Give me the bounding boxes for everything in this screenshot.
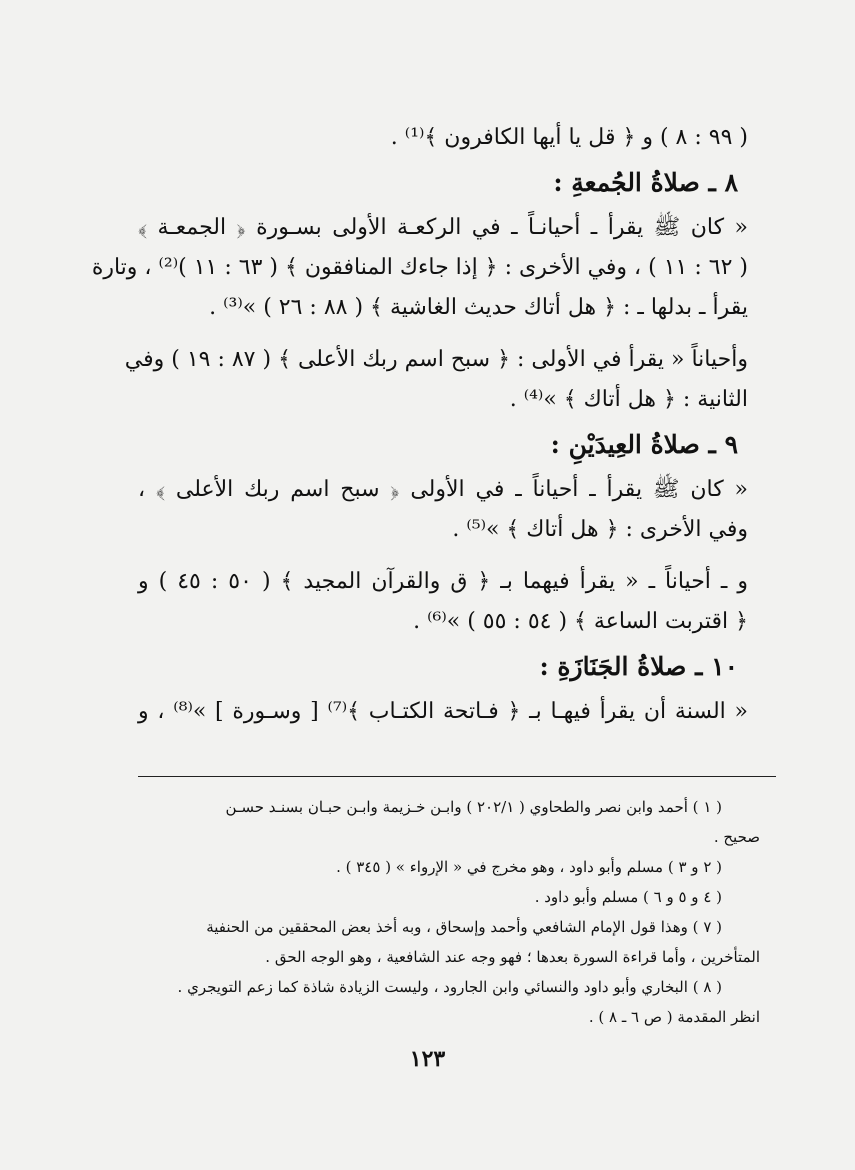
text-line: وفي الأخرى : ﴿ هل أتاك ﴾ »⁽⁵⁾ .	[452, 517, 748, 542]
footnote-line: ( ٨ ) البخاري وأبو داود والنسائي وابن الجارود ، وليست الزيادة شاذة كما زعم التويجري .	[177, 978, 722, 996]
footnotes	[138, 792, 760, 1032]
text-line: ( ٩٩ : ٨ ) و ﴿ قل يا أيها الكافرون ﴾⁽¹⁾ .	[390, 125, 748, 150]
text-line: « كان ﷺ يقرأ ـ أحيانـاً ـ في الركعـة الأولى بسـورة ﴿ الجمعـة ﴾	[138, 215, 748, 240]
text-line: و ـ أحياناً ـ « يقرأ فيهما بـ ﴿ ق والقرآن المجيد ﴾ ( ٥٠ : ٤٥ ) و	[138, 569, 748, 594]
footnote-line: انظر المقدمة ( ص ٦ ـ ٨ ) .	[588, 1008, 760, 1026]
footnote-line: ( ١ ) أحمد وابن نصر والطحاوي ( ٢٠٢/١ ) وابـن خـزيمة وابـن حبـان بسنـد حسـن	[225, 798, 722, 816]
text-line: يقرأ ـ بدلها ـ : ﴿ هل أتاك حديث الغاشية ﴾ ( ٨٨ : ٢٦ ) »⁽³⁾ .	[209, 295, 748, 320]
main-text	[91, 118, 748, 732]
page-number: ١٢٣	[409, 1046, 446, 1072]
footnote-divider	[138, 776, 776, 777]
text-line: « السنة أن يقرأ فيهـا بـ ﴿ فـاتحة الكتـاب ﴾⁽⁷⁾ [ وسـورة ] »⁽⁸⁾ ، و	[138, 699, 748, 724]
text-line: ﴿ اقتربت الساعة ﴾ ( ٥٤ : ٥٥ ) »⁽⁶⁾ .	[413, 609, 748, 634]
footnote-line: ( ٧ ) وهذا قول الإمام الشافعي وأحمد وإسحاق ، وبه أخذ بعض المحققين من الحنفية	[206, 918, 722, 936]
footnote-line: صحيح .	[713, 828, 760, 846]
footnote-line: المتأخرين ، وأما قراءة السورة بعدها ؛ فهو وجه عند الشافعية ، وهو الوجه الحق .	[265, 948, 760, 966]
text-line: ( ٦٢ : ١١ ) ، وفي الأخرى : ﴿ إذا جاءك المنافقون ﴾ ( ٦٣ : ١١ )⁽²⁾ ، وتارة	[91, 255, 748, 280]
section-heading-funeral: ١٠ ـ صلاةُ الجَنَازَةِ :	[539, 652, 738, 681]
section-heading-friday: ٨ ـ صلاةُ الجُمعةِ :	[553, 168, 738, 197]
section-heading-eid: ٩ ـ صلاةُ العِيدَيْنِ :	[550, 430, 738, 459]
text-line: وأحياناً « يقرأ في الأولى : ﴿ سبح اسم ربك الأعلى ﴾ ( ٨٧ : ١٩ ) وفي	[124, 347, 748, 372]
text-line: الثانية : ﴿ هل أتاك ﴾ »⁽⁴⁾ .	[509, 387, 748, 412]
footnote-line: ( ٢ و ٣ ) مسلم وأبو داود ، وهو مخرج في « الإرواء » ( ٣٤٥ ) .	[336, 858, 722, 876]
footnote-line: ( ٤ و ٥ و ٦ ) مسلم وأبو داود .	[534, 888, 722, 906]
text-line: « كان ﷺ يقرأ ـ أحياناً ـ في الأولى ﴿ سبح اسم ربك الأعلى ﴾ ،	[138, 477, 748, 502]
